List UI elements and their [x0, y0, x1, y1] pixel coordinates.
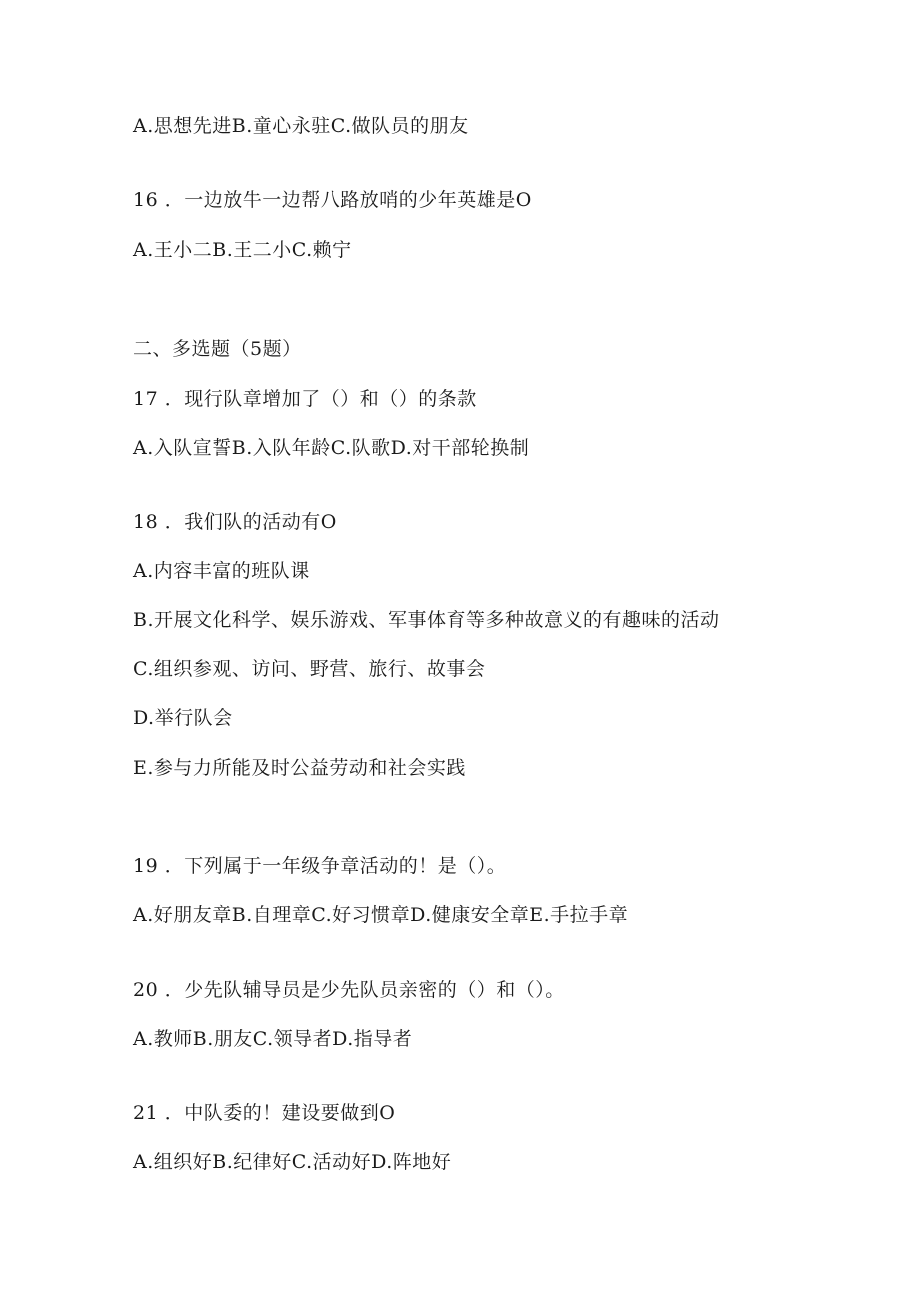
q20-options: A.教师B.朋友C.领导者D.指导者	[133, 1028, 413, 1050]
q18-option-d: D.举行队会	[133, 707, 233, 729]
section-heading-multiple-choice: 二、多选题（5题）	[133, 338, 302, 360]
q20-question: 20 ．少先队辅导员是少先队员亲密的（）和（）。	[133, 979, 565, 1001]
q18-option-e: E.参与力所能及时公益劳动和社会实践	[133, 757, 466, 779]
q21-options: A.组织好B.纪律好C.活动好D.阵地好	[133, 1151, 452, 1173]
q17-options: A.入队宣誓B.入队年龄C.队歌D.对干部轮换制	[133, 437, 530, 459]
q21-question: 21 ．中队委的！建设要做到O	[133, 1102, 396, 1124]
q16-options: A.王小二B.王二小C.赖宁	[133, 239, 352, 261]
q16-question: 16 ．一边放牛一边帮八路放哨的少年英雄是O	[133, 189, 532, 211]
q19-options: A.好朋友章B.自理章C.好习惯章D.健康安全章E.手拉手章	[133, 904, 629, 926]
q18-option-b: B.开展文化科学、娱乐游戏、军事体育等多种故意义的有趣味的活动	[133, 609, 720, 631]
q18-question: 18 ．我们队的活动有O	[133, 511, 337, 533]
q18-option-c: C.组织参观、访问、野营、旅行、故事会	[133, 658, 486, 680]
q18-option-a: A.内容丰富的班队课	[133, 560, 310, 582]
q15-options: A.思想先进B.童心永驻C.做队员的朋友	[133, 115, 469, 137]
q17-question: 17 ．现行队章增加了（）和（）的条款	[133, 388, 477, 410]
q19-question: 19 ．下列属于一年级争章活动的！是（）。	[133, 855, 507, 877]
